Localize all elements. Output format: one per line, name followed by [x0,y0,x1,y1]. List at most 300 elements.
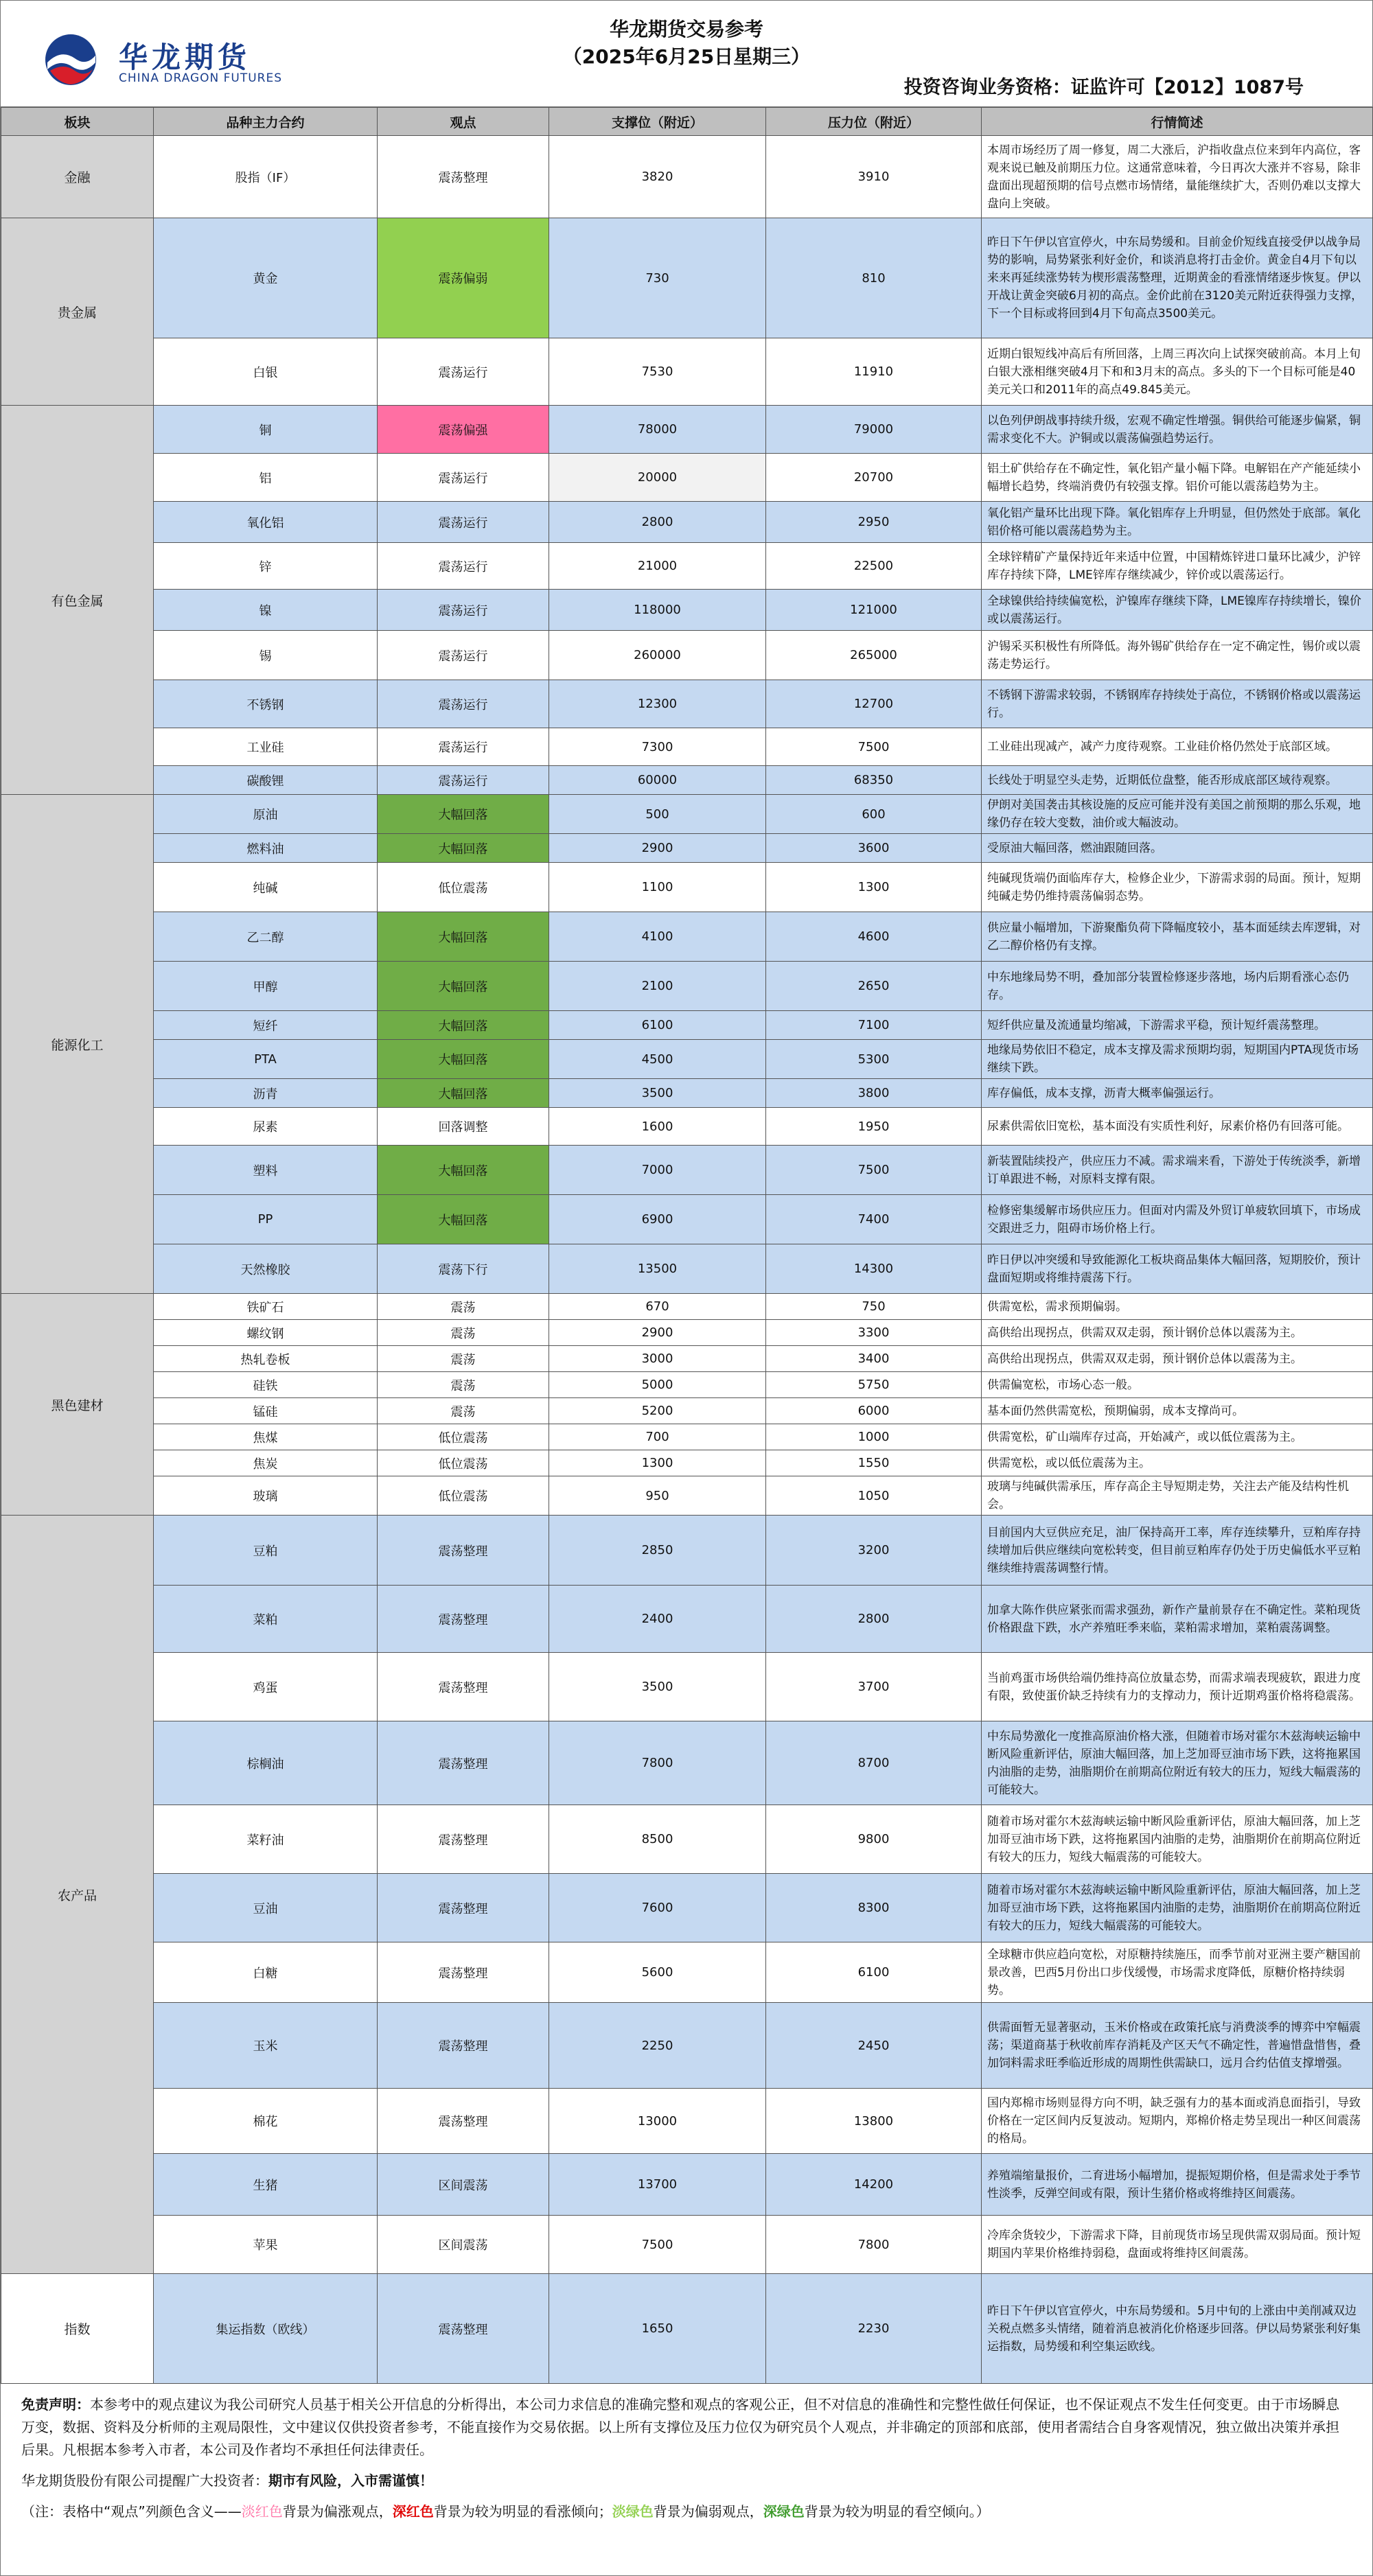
table-row [1,1346,1373,1372]
table-row [1,454,1373,502]
table-row [1,680,1373,728]
table-row [1,1244,1373,1294]
summary-cell: 加拿大陈作供应紧张而需求强劲，新作产量前景存在不确定性。菜粕现货价格跟盘下跌，水产养殖旺季来临，菜粕需求增加，菜粕震荡调整。 [982,1586,1373,1653]
note-dark-red: 深红色 [392,2503,434,2520]
view-cell: 震荡整理 [378,2003,549,2089]
support-cell: 1300 [549,1450,766,1476]
contract-cell: 原油 [154,795,378,834]
support-cell: 3500 [549,1079,766,1108]
contract-cell: 尿素 [154,1108,378,1146]
table-row [1,1040,1373,1079]
resistance-cell: 12700 [766,680,982,728]
table-row [1,1450,1373,1476]
table-row [1,2154,1373,2216]
view-cell: 震荡整理 [378,1942,549,2003]
support-cell: 2900 [549,1320,766,1346]
resistance-cell: 2450 [766,2003,982,2089]
support-cell: 4500 [549,1040,766,1079]
view-cell: 震荡运行 [378,631,549,680]
support-cell: 2100 [549,962,766,1011]
support-cell: 2900 [549,834,766,863]
summary-cell: 昨日下午伊以官宣停火，中东局势缓和。5月中旬的上涨由中美削减双边关税点燃多头情绪，随着消息被消化价格逐步回落。伊以局势紧张利好集运指数，局势缓和利空集运欧线。 [982,2274,1373,2384]
view-cell: 震荡 [378,1398,549,1424]
contract-cell: 铁矿石 [154,1294,378,1320]
table-row [1,1294,1373,1320]
resistance-cell: 3200 [766,1516,982,1586]
logo-cn-text: 华龙期货 [119,40,251,74]
contract-cell: 塑料 [154,1146,378,1195]
resistance-cell: 6100 [766,1942,982,2003]
summary-cell: 伊朗对美国袭击其核设施的反应可能并没有美国之前预期的那么乐观，地缘仍存在较大变数，油价或大幅波动。 [982,795,1373,834]
contract-cell: 苹果 [154,2216,378,2274]
support-cell: 6900 [549,1195,766,1244]
view-cell: 大幅回落 [378,1146,549,1195]
support-cell: 6100 [549,1011,766,1040]
support-cell: 260000 [549,631,766,680]
summary-cell: 全球镍供给持续偏宽松，沪镍库存继续下降，LME镍库存持续增长，镍价或以震荡运行。 [982,590,1373,631]
view-cell: 震荡运行 [378,680,549,728]
support-cell: 13000 [549,2089,766,2154]
sector-cell: 贵金属 [1,218,154,406]
contract-cell: 硅铁 [154,1372,378,1398]
summary-cell: 沪锡采买积极性有所降低。海外锡矿供给存在一定不确定性，锡价或以震荡走势运行。 [982,631,1373,680]
resistance-cell: 7500 [766,728,982,766]
contract-cell: 碳酸锂 [154,766,378,795]
view-cell: 低位震荡 [378,1424,549,1450]
resistance-cell: 750 [766,1294,982,1320]
contract-cell: 菜粕 [154,1586,378,1653]
table-row [1,795,1373,834]
view-cell: 震荡运行 [378,543,549,590]
summary-cell: 养殖端缩量报价，二育进场小幅增加，提振短期价格，但是需求处于季节性淡季，反弹空间或有限，预计生猪价格或将维持区间震荡。 [982,2154,1373,2216]
summary-cell: 供需面暂无显著驱动，玉米价格或在政策托底与消费淡季的博弈中窄幅震荡；渠道商基于秋收前库存消耗及产区天气不确定性，普遍惜盘惜售，叠加饲料需求旺季临近形成的周期性供需缺口，远月合约估值支撑增强。 [982,2003,1373,2089]
table-row [1,1721,1373,1805]
risk-reminder [21,2470,1352,2492]
view-cell: 震荡 [378,1294,549,1320]
summary-cell: 随着市场对霍尔木兹海峡运输中断风险重新评估，原油大幅回落，加上芝加哥豆油市场下跌，这将拖累国内油脂的走势，油脂期价在前期高位附近有较大的压力，短线大幅震荡的可能较大。 [982,1805,1373,1874]
disclaimer [21,2393,1352,2461]
support-cell: 5200 [549,1398,766,1424]
summary-cell: 不锈钢下游需求较弱，不锈钢库存持续处于高位，不锈钢价格或以震荡运行。 [982,680,1373,728]
note-prefix: （注：表格中“观点”列颜色含义—— [21,2503,242,2520]
view-cell: 震荡偏弱 [378,218,549,338]
support-cell: 2800 [549,502,766,543]
contract-cell: 玻璃 [154,1476,378,1516]
table-row [1,1586,1373,1653]
resistance-cell: 810 [766,218,982,338]
support-cell: 118000 [549,590,766,631]
summary-cell: 以色列伊朗战事持续升级，宏观不确定性增强。铜供给可能逐步偏紧，铜需求变化不大。沪铜或以震荡偏强趋势运行。 [982,406,1373,454]
report-footer [1,2384,1372,2523]
summary-cell: 目前国内大豆供应充足，油厂保持高开工率，库存连续攀升，豆粕库存持续增加后供应继续向宽松转变，但目前豆粕库存仍处于历史偏低水平豆粕继续维持震荡调整行情。 [982,1516,1373,1586]
summary-cell: 纯碱现货端仍面临库存大，检修企业少，下游需求弱的局面。预计，短期纯碱走势仍维持震荡偏弱态势。 [982,863,1373,912]
view-cell: 震荡偏强 [378,406,549,454]
resistance-cell: 11910 [766,338,982,406]
contract-cell: 镍 [154,590,378,631]
view-cell: 震荡运行 [378,590,549,631]
summary-cell: 昨日伊以冲突缓和导致能源化工板块商品集体大幅回落，短期胶价，预计盘面短期或将维持震荡下行。 [982,1244,1373,1294]
contract-cell: 甲醇 [154,962,378,1011]
view-cell: 震荡运行 [378,502,549,543]
resistance-cell: 8300 [766,1874,982,1942]
view-cell: 大幅回落 [378,1079,549,1108]
contract-cell: 纯碱 [154,863,378,912]
resistance-cell: 121000 [766,590,982,631]
table-row [1,406,1373,454]
summary-cell: 玻璃与纯碱供需承压，库存高企主导短期走势，关注去产能及结构性机会。 [982,1476,1373,1516]
summary-cell: 供需偏宽松，市场心态一般。 [982,1372,1373,1398]
view-cell: 震荡整理 [378,1586,549,1653]
note-light-red: 淡红色 [241,2503,283,2520]
contract-cell: 棕榈油 [154,1721,378,1805]
resistance-cell: 22500 [766,543,982,590]
resistance-cell: 1050 [766,1476,982,1516]
note-text-4: 背景为较为明显的看空倾向。） [804,2503,990,2520]
table-row [1,1516,1373,1586]
table-row [1,1476,1373,1516]
resistance-cell: 5750 [766,1372,982,1398]
table-row [1,834,1373,863]
view-cell: 震荡整理 [378,2089,549,2154]
resistance-cell: 7400 [766,1195,982,1244]
note-dark-green: 深绿色 [763,2503,805,2520]
contract-cell: 鸡蛋 [154,1653,378,1721]
summary-cell: 长线处于明显空头走势，近期低位盘整，能否形成底部区域待观察。 [982,766,1373,795]
resistance-cell: 5300 [766,1040,982,1079]
contract-cell: PTA [154,1040,378,1079]
table-row [1,338,1373,406]
table-row [1,218,1373,338]
table-row [1,1805,1373,1874]
reminder-bold: 期市有风险，入市需谨慎！ [268,2472,433,2489]
reminder-prefix: 华龙期货股份有限公司提醒广大投资者： [21,2472,268,2489]
view-cell: 震荡整理 [378,1721,549,1805]
contract-cell: 燃料油 [154,834,378,863]
table-row [1,1424,1373,1450]
resistance-cell: 3600 [766,834,982,863]
support-cell: 12300 [549,680,766,728]
support-cell: 2250 [549,2003,766,2089]
contract-cell: 白银 [154,338,378,406]
contract-cell: 生猪 [154,2154,378,2216]
color-legend-note [21,2500,1352,2523]
view-cell: 震荡 [378,1372,549,1398]
resistance-cell: 7500 [766,1146,982,1195]
table-row [1,502,1373,543]
support-cell: 7800 [549,1721,766,1805]
summary-cell: 高供给出现拐点，供需双双走弱，预计钢价总体以震荡为主。 [982,1320,1373,1346]
resistance-cell: 68350 [766,766,982,795]
summary-cell: 全球糖市供应趋向宽松，对原糖持续施压，而季节前对亚洲主要产糖国前景改善，巴西5月份出口步伐缓慢，市场需求度降低，原糖价格持续弱势。 [982,1942,1373,2003]
support-cell: 500 [549,795,766,834]
support-cell: 7530 [549,338,766,406]
disclaimer-text: 本参考中的观点建议为我公司研究人员基于相关公开信息的分析得出，本公司力求信息的准确完整和观点的客观公正，但不对信息的准确性和完整性做任何保证，也不保证观点不发生任何变更。由于市场瞬息万变，数据、资料及分析师的主观局限性，文中建议仅供投资者参考，不能直接作为交易依据。以上所有支撑位及压力位仅为研究员个人观点，并非确定的顶部和底部，使用者需结合自身客观情况，独立做出决策并承担后果。凡根据本参考入市者，本公司及作者均不承担任何法律责任。 [21,2396,1339,2458]
contract-cell: 天然橡胶 [154,1244,378,1294]
sector-cell: 能源化工 [1,795,154,1294]
view-cell: 低位震荡 [378,863,549,912]
support-cell: 60000 [549,766,766,795]
sector-cell: 金融 [1,136,154,218]
note-text-2: 背景为较为明显的看涨倾向； [433,2503,612,2520]
resistance-cell: 6000 [766,1398,982,1424]
resistance-cell: 20700 [766,454,982,502]
contract-cell: 焦煤 [154,1424,378,1450]
support-cell: 3500 [549,1653,766,1721]
contract-cell: 集运指数（欧线） [154,2274,378,2384]
support-cell: 7300 [549,728,766,766]
table-row [1,962,1373,1011]
table-row [1,1942,1373,2003]
summary-cell: 工业硅出现减产，减产力度待观察。工业硅价格仍然处于底部区域。 [982,728,1373,766]
resistance-cell: 13800 [766,2089,982,2154]
table-row [1,1079,1373,1108]
resistance-cell: 2230 [766,2274,982,2384]
resistance-cell: 265000 [766,631,982,680]
sector-cell: 有色金属 [1,406,154,795]
resistance-cell: 7800 [766,2216,982,2274]
table-row [1,1146,1373,1195]
summary-cell: 短纤供应量及流通量均缩减，下游需求平稳，预计短纤震荡整理。 [982,1011,1373,1040]
view-cell: 震荡下行 [378,1244,549,1294]
contract-cell: 黄金 [154,218,378,338]
resistance-cell: 8700 [766,1721,982,1805]
resistance-cell: 3910 [766,136,982,218]
resistance-cell: 3700 [766,1653,982,1721]
view-cell: 震荡 [378,1346,549,1372]
support-cell: 3820 [549,136,766,218]
table-row [1,1108,1373,1146]
resistance-cell: 7100 [766,1011,982,1040]
view-cell: 震荡整理 [378,1516,549,1586]
table-row [1,1653,1373,1721]
col-header-contract: 品种主力合约 [154,108,378,136]
summary-cell: 全球锌精矿产量保持近年来适中位置，中国精炼锌进口量环比减少，沪锌库存持续下降，LME锌库存继续减少，锌价或以震荡运行。 [982,543,1373,590]
summary-cell: 尿素供需依旧宽松，基本面没有实质性利好，尿素价格仍有回落可能。 [982,1108,1373,1146]
contract-cell: 乙二醇 [154,912,378,962]
table-row [1,912,1373,962]
view-cell: 大幅回落 [378,962,549,1011]
contract-cell: 短纤 [154,1011,378,1040]
page-date: （2025年6月25日星期三） [562,45,811,68]
contract-cell: 焦炭 [154,1450,378,1476]
contract-cell: 螺纹钢 [154,1320,378,1346]
contract-cell: 不锈钢 [154,680,378,728]
summary-cell: 地缘局势依旧不稳定，成本支撑及需求预期均弱，短期国内PTA现货市场继续下跌。 [982,1040,1373,1079]
contract-cell: 白糖 [154,1942,378,2003]
sector-cell: 指数 [1,2274,154,2384]
resistance-cell: 79000 [766,406,982,454]
summary-cell: 中东局势激化一度推高原油价格大涨，但随着市场对霍尔木兹海峡运输中断风险重新评估，原油大幅回落，加上芝加哥豆油市场下跌，这将拖累国内油脂的走势，油脂期价在前期高位附近有较大的压力，短线大幅震荡的可能较大。 [982,1721,1373,1805]
support-cell: 2400 [549,1586,766,1653]
view-cell: 震荡整理 [378,1653,549,1721]
support-cell: 5000 [549,1372,766,1398]
resistance-cell: 2650 [766,962,982,1011]
note-text-1: 背景为偏涨观点， [282,2503,393,2520]
view-cell: 区间震荡 [378,2154,549,2216]
report-header [1,1,1372,107]
summary-cell: 检修密集缓解市场供应压力。但面对内需及外贸订单疲软回填下，市场成交跟进乏力，阻碍市场价格上行。 [982,1195,1373,1244]
license-text: 投资咨询业务资格：证监许可【2012】1087号 [903,77,1304,98]
contract-cell: 工业硅 [154,728,378,766]
resistance-cell: 2950 [766,502,982,543]
summary-cell: 本周市场经历了周一修复，周二大涨后，沪指收盘点位来到年内高位，客观来说已触及前期压力位。这通常意味着，今日再次大涨并不容易，除非盘面出现超预期的信号点燃市场情绪，量能继续扩大，否则仍难以支撑大盘向上突破。 [982,136,1373,218]
col-header-view: 观点 [378,108,549,136]
resistance-cell: 2800 [766,1586,982,1653]
view-cell: 大幅回落 [378,795,549,834]
view-cell: 震荡运行 [378,728,549,766]
contract-cell: 豆油 [154,1874,378,1942]
view-cell: 大幅回落 [378,912,549,962]
view-cell: 低位震荡 [378,1476,549,1516]
support-cell: 5600 [549,1942,766,2003]
col-header-support: 支撑位（附近） [549,108,766,136]
resistance-cell: 9800 [766,1805,982,1874]
summary-cell: 国内郑棉市场则显得方向不明，缺乏强有力的基本面或消息面指引，导致价格在一定区间内反复波动。短期内，郑棉价格走势呈现出一种区间震荡的格局。 [982,2089,1373,2154]
table-row [1,1011,1373,1040]
support-cell: 1650 [549,2274,766,2384]
view-cell: 大幅回落 [378,834,549,863]
table-row [1,1398,1373,1424]
contract-cell: 铝 [154,454,378,502]
table-row [1,590,1373,631]
view-cell: 大幅回落 [378,1011,549,1040]
resistance-cell: 3300 [766,1320,982,1346]
summary-cell: 新装置陆续投产，供应压力不减。需求端来看，下游处于传统淡季，新增订单跟进不畅，对原料支撑有限。 [982,1146,1373,1195]
summary-cell: 近期白银短线冲高后有所回落，上周三再次向上试探突破前高。本月上旬白银大涨相继突破4月下和和3月末的高点。多头的下一个目标可能是40美元关口和2011年的高点49.845美元。 [982,338,1373,406]
table-row [1,2216,1373,2274]
view-cell: 震荡运行 [378,454,549,502]
summary-cell: 库存偏低，成本支撑，沥青大概率偏强运行。 [982,1079,1373,1108]
table-row [1,1320,1373,1346]
table-row [1,766,1373,795]
contract-cell: 氧化铝 [154,502,378,543]
support-cell: 21000 [549,543,766,590]
summary-cell: 供应量小幅增加，下游聚酯负荷下降幅度较小，基本面延续去库逻辑，对乙二醇价格仍有支撑。 [982,912,1373,962]
view-cell: 区间震荡 [378,2216,549,2274]
view-cell: 大幅回落 [378,1195,549,1244]
resistance-cell: 4600 [766,912,982,962]
contract-cell: 锡 [154,631,378,680]
resistance-cell: 1000 [766,1424,982,1450]
support-cell: 2850 [549,1516,766,1586]
table-row [1,2274,1373,2384]
summary-cell: 高供给出现拐点，供需双双走弱，预计钢价总体以震荡为主。 [982,1346,1373,1372]
support-cell: 950 [549,1476,766,1516]
table-body [1,136,1373,2384]
summary-cell: 随着市场对霍尔木兹海峡运输中断风险重新评估，原油大幅回落，加上芝加哥豆油市场下跌，这将拖累国内油脂的走势，油脂期价在前期高位附近有较大的压力，短线大幅震荡的可能较大。 [982,1874,1373,1942]
resistance-cell: 3800 [766,1079,982,1108]
disclaimer-label: 免责声明： [21,2396,90,2413]
table-row [1,863,1373,912]
table-row [1,1195,1373,1244]
summary-cell: 当前鸡蛋市场供给端仍维持高位放量态势，而需求端表现疲软，跟进力度有限，致使蛋价缺乏持续有力的支撑动力，预计近期鸡蛋价格将稳震荡。 [982,1653,1373,1721]
col-header-resistance: 压力位（附近） [766,108,982,136]
contract-cell: 菜籽油 [154,1805,378,1874]
view-cell: 震荡整理 [378,136,549,218]
support-cell: 3000 [549,1346,766,1372]
col-header-summary: 行情简述 [982,108,1373,136]
view-cell: 震荡运行 [378,766,549,795]
sector-cell: 农产品 [1,1516,154,2274]
market-table [1,107,1373,2384]
summary-cell: 昨日下午伊以官宣停火，中东局势缓和。目前金价短线直接受伊以战争局势的影响，局势紧张利好金价，和谈消息将打击金价。黄金自4月下旬以来来再延续涨势转为楔形震荡整理，近期黄金的看涨情绪逐步恢复。伊以开战让黄金突破6月初的高点。金价此前在3120美元附近获得强力支撑，下一个目标或将回到4月下旬高点3500美元。 [982,218,1373,338]
summary-cell: 氧化铝产量环比出现下降。氧化铝库存上升明显，但仍然处于底部。氧化铝价格可能以震荡趋势为主。 [982,502,1373,543]
support-cell: 78000 [549,406,766,454]
view-cell: 震荡整理 [378,1805,549,1874]
support-cell: 1100 [549,863,766,912]
summary-cell: 受原油大幅回落，燃油跟随回落。 [982,834,1373,863]
note-light-green: 淡绿色 [612,2503,654,2520]
summary-cell: 基本面仍然供需宽松，预期偏弱，成本支撑尚可。 [982,1398,1373,1424]
contract-cell: 股指（IF） [154,136,378,218]
support-cell: 4100 [549,912,766,962]
summary-cell: 供需宽松，需求预期偏弱。 [982,1294,1373,1320]
page-title: 华龙期货交易参考 [609,18,763,40]
view-cell: 回落调整 [378,1108,549,1146]
summary-cell: 供需宽松，矿山端库存过高，开始减产，或以低位震荡为主。 [982,1424,1373,1450]
col-header-sector: 板块 [1,108,154,136]
resistance-cell: 14300 [766,1244,982,1294]
resistance-cell: 14200 [766,2154,982,2216]
support-cell: 8500 [549,1805,766,1874]
table-row [1,136,1373,218]
view-cell: 震荡运行 [378,338,549,406]
resistance-cell: 1950 [766,1108,982,1146]
table-row [1,1874,1373,1942]
contract-cell: 锰硅 [154,1398,378,1424]
contract-cell: 棉花 [154,2089,378,2154]
resistance-cell: 600 [766,795,982,834]
support-cell: 7500 [549,2216,766,2274]
table-row [1,543,1373,590]
note-text-3: 背景为偏弱观点， [653,2503,763,2520]
contract-cell: 铜 [154,406,378,454]
view-cell: 震荡整理 [378,2274,549,2384]
contract-cell: 沥青 [154,1079,378,1108]
table-header-row [1,108,1373,136]
view-cell: 低位震荡 [378,1450,549,1476]
support-cell: 20000 [549,454,766,502]
table-row [1,2089,1373,2154]
table-row [1,1372,1373,1398]
summary-cell: 供需宽松，或以低位震荡为主。 [982,1450,1373,1476]
view-cell: 震荡 [378,1320,549,1346]
support-cell: 700 [549,1424,766,1450]
resistance-cell: 1550 [766,1450,982,1476]
support-cell: 7600 [549,1874,766,1942]
support-cell: 13700 [549,2154,766,2216]
table-row [1,728,1373,766]
support-cell: 13500 [549,1244,766,1294]
resistance-cell: 1300 [766,863,982,912]
support-cell: 1600 [549,1108,766,1146]
support-cell: 670 [549,1294,766,1320]
table-row [1,631,1373,680]
view-cell: 大幅回落 [378,1040,549,1079]
resistance-cell: 3400 [766,1346,982,1372]
contract-cell: 热轧卷板 [154,1346,378,1372]
summary-cell: 冷库余货较少，下游需求下降，目前现货市场呈现供需双弱局面。预计短期国内苹果价格维持弱稳，盘面或将维持区间震荡。 [982,2216,1373,2274]
support-cell: 730 [549,218,766,338]
contract-cell: 玉米 [154,2003,378,2089]
contract-cell: 豆粕 [154,1516,378,1586]
sector-cell: 黑色建材 [1,1294,154,1516]
contract-cell: PP [154,1195,378,1244]
summary-cell: 铝土矿供给存在不确定性，氧化铝产量小幅下降。电解铝在产产能延续小幅增长趋势，终端消费仍有较强支撑。铝价可能以震荡趋势为主。 [982,454,1373,502]
support-cell: 7000 [549,1146,766,1195]
logo-en-text: CHINA DRAGON FUTURES [119,71,283,85]
contract-cell: 锌 [154,543,378,590]
